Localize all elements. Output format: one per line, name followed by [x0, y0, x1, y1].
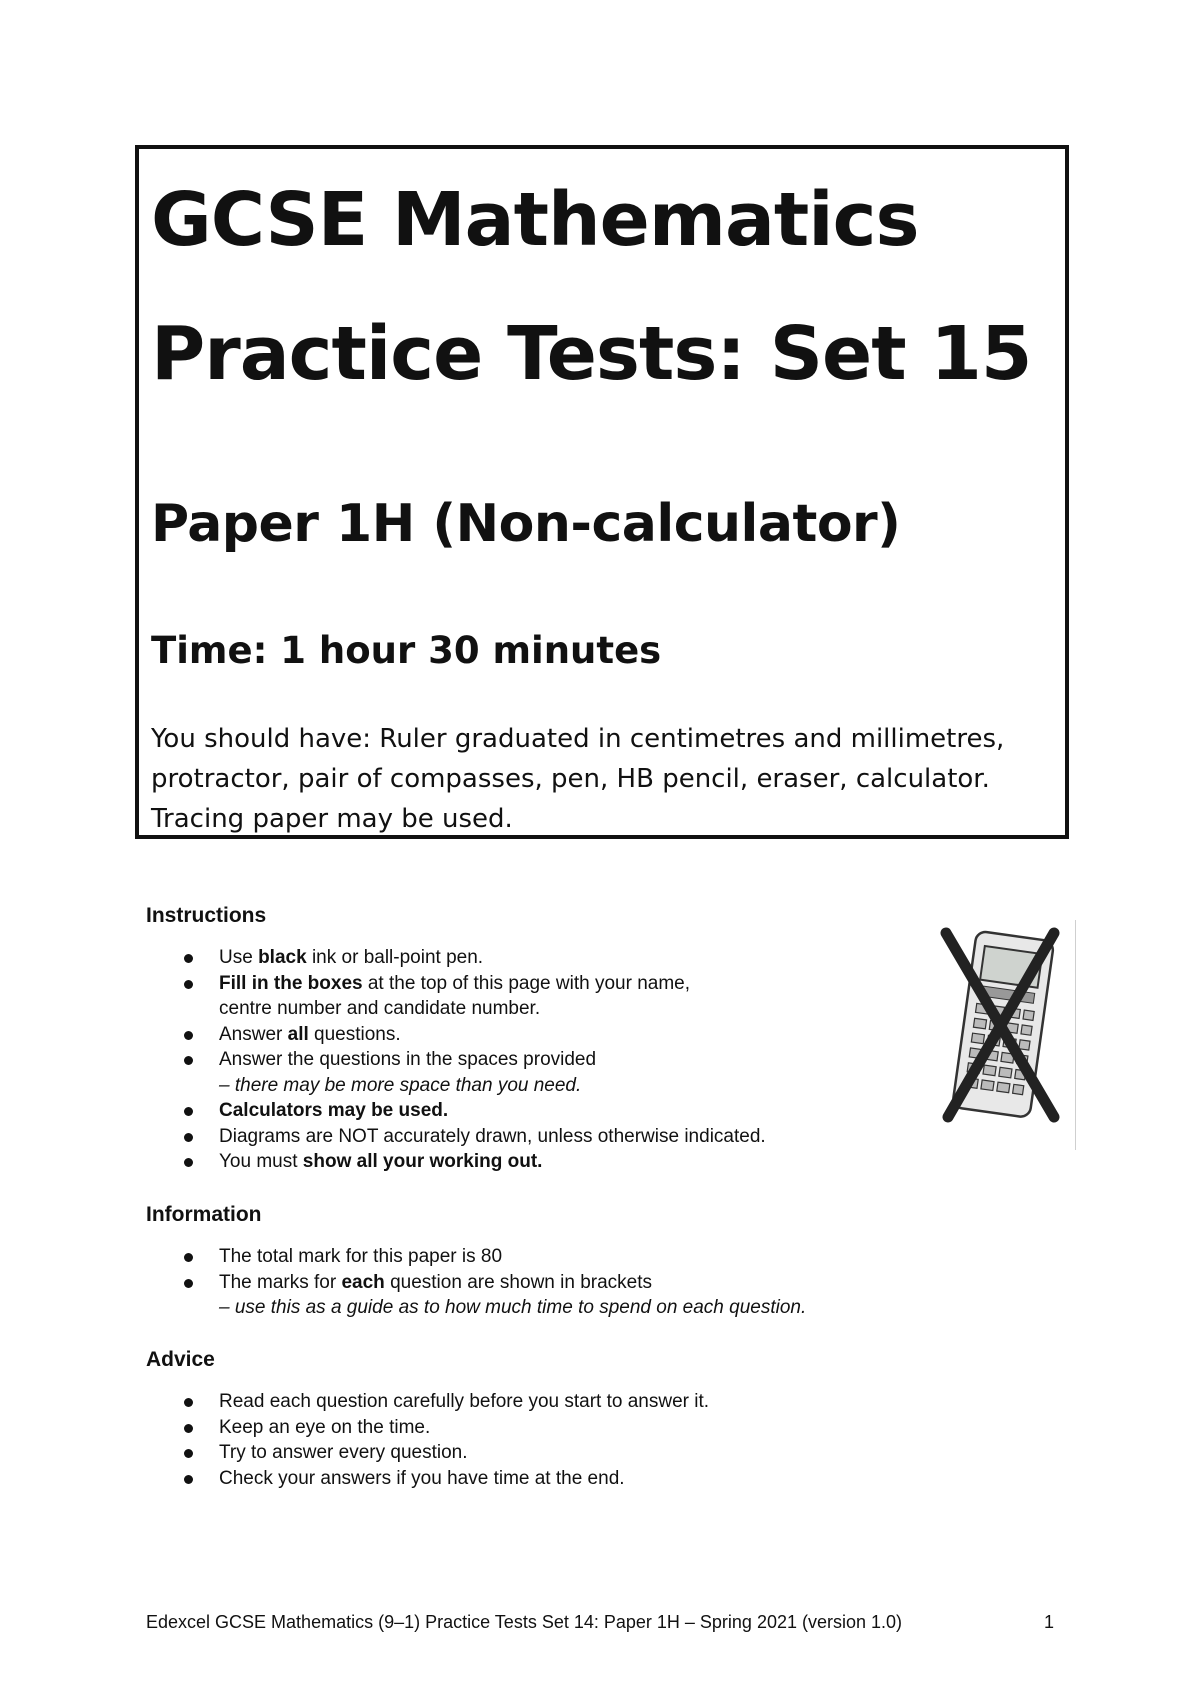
title-line-2: Practice Tests: Set 15 — [151, 311, 1032, 397]
paper-title: Paper 1H (Non-calculator) — [151, 494, 901, 554]
equipment-line-3: Tracing paper may be used. — [151, 804, 513, 834]
list-item: Fill in the boxes at the top of this page with your name, centre number and candidate number. — [184, 971, 766, 1022]
list-item: Try to answer every question. — [184, 1440, 709, 1466]
crossed-out-calculator-icon — [936, 925, 1066, 1125]
equipment-line-1: You should have: Ruler graduated in centimetres and millimetres, — [151, 724, 1005, 754]
list-item: You must show all your working out. — [184, 1149, 766, 1175]
list-item: Calculators may be used. — [184, 1098, 766, 1124]
list-item: Diagrams are NOT accurately drawn, unless otherwise indicated. — [184, 1124, 766, 1150]
list-item: Keep an eye on the time. — [184, 1415, 709, 1441]
advice-list — [184, 1389, 709, 1491]
list-item: Answer all questions. — [184, 1022, 766, 1048]
advice-heading: Advice — [146, 1348, 215, 1371]
instructions-heading: Instructions — [146, 904, 267, 927]
page-number: 1 — [1044, 1612, 1055, 1632]
list-item: The marks for each question are shown in brackets – use this as a guide as to how much time to spend on each question. — [184, 1270, 806, 1321]
list-item: Use black ink or ball-point pen. — [184, 945, 766, 971]
cover-title-box — [135, 145, 1069, 839]
list-item: Read each question carefully before you start to answer it. — [184, 1389, 709, 1415]
divider — [1075, 920, 1076, 1150]
equipment-line-2: protractor, pair of compasses, pen, HB pencil, eraser, calculator. — [151, 764, 990, 794]
equipment-note — [151, 719, 1031, 839]
page-footer: Edexcel GCSE Mathematics (9–1) Practice Tests Set 14: Paper 1H – Spring 2021 (version 1.0) — [146, 1612, 903, 1632]
list-item: Answer the questions in the spaces provided – there may be more space than you need. — [184, 1047, 766, 1098]
list-item: Check your answers if you have time at the end. — [184, 1466, 709, 1492]
information-list — [184, 1244, 806, 1321]
instructions-list — [184, 945, 766, 1175]
list-item: The total mark for this paper is 80 — [184, 1244, 806, 1270]
title-line-1: GCSE Mathematics — [151, 177, 919, 263]
time-allowed: Time: 1 hour 30 minutes — [151, 629, 662, 672]
information-heading: Information — [146, 1203, 262, 1226]
